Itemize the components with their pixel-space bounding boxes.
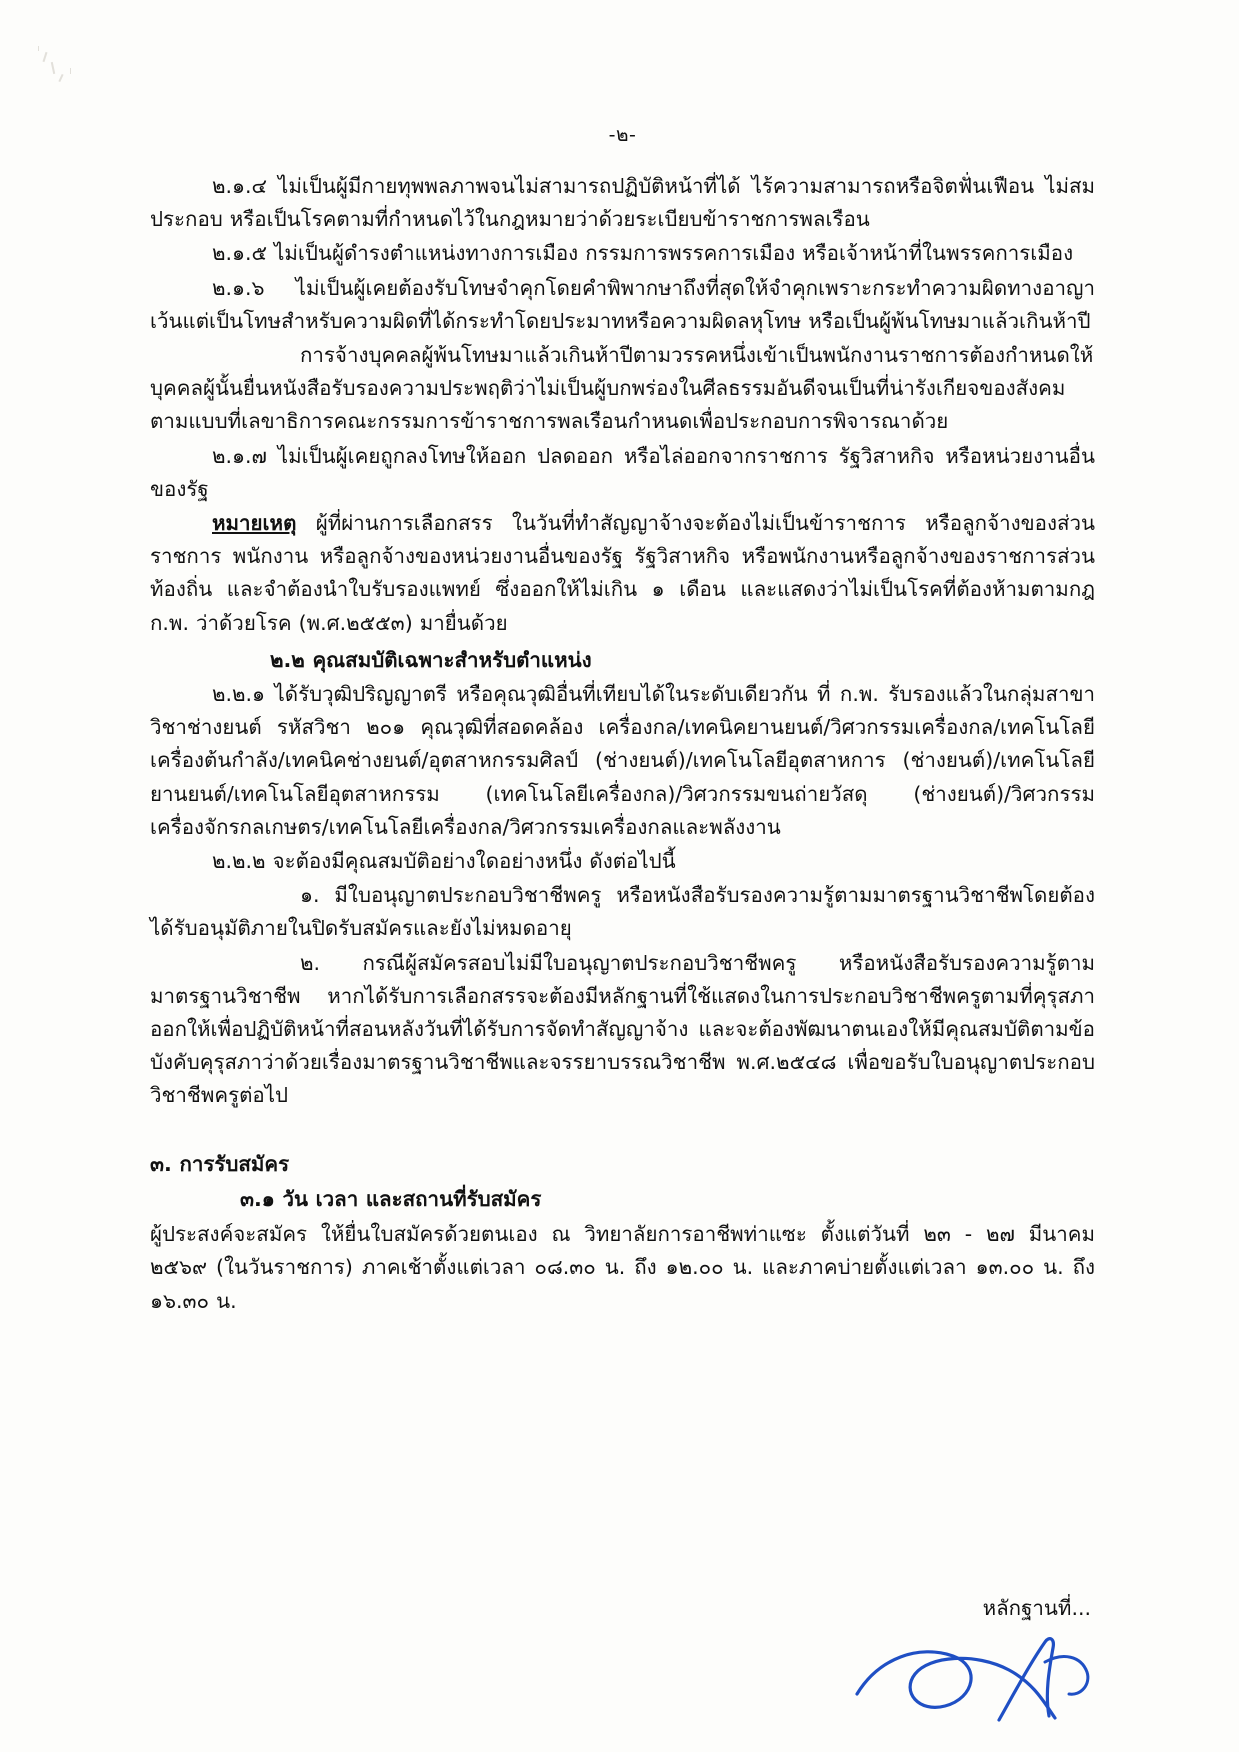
scan-speck <box>70 68 71 74</box>
paragraph-note <box>150 507 1095 640</box>
section-spacer <box>150 1114 1095 1148</box>
scan-speck <box>38 46 39 51</box>
heading-3-1: ๓.๑ วัน เวลา และสถานที่รับสมัคร <box>240 1186 542 1211</box>
paragraph-hiring-condition: การจ้างบุคคลผู้พ้นโทษมาแล้วเกินห้าปีตามวรรคหนึ่งเข้าเป็นพนักงานราชการต้องกำหนดให้บุคคลผู้นั้นยื่นหนังสือรับรองความประพฤติว่าไม่เป็นผู้บกพร่องในศีลธรรมอันดีจนเป็นที่น่ารังเกียจของสังคมตามแบบที่เลขาธิการคณะกรรมการข้าราชการพลเรือนกำหนดเพื่อประกอบการพิจารณาด้วย <box>150 343 1094 434</box>
paragraph-application-details: ผู้ประสงค์จะสมัคร ให้ยื่นใบสมัครด้วยตนเอง ณ วิทยาลัยการอาชีพท่าแซะ ตั้งแต่วันที่ ๒๓ - ๒๗ มีนาคม ๒๕๖๙ (ในวันราชการ) ภาคเช้าตั้งแต่เวลา ๐๘.๓๐ น. ถึง ๑๒.๐๐ น. และภาคบ่ายตั้งแต่เวลา ๑๓.๐๐ น. ถึง ๑๖.๓๐ น. <box>150 1222 1095 1313</box>
note-text: ผู้ที่ผ่านการเลือกสรร ในวันที่ทำสัญญาจ้างจะต้องไม่เป็นข้าราชการ หรือลูกจ้างของส่วนราชการ พนักงาน หรือลูกจ้างของหน่วยงานอื่นของรัฐ รัฐวิสาหกิจ หรือพนักงานหรือลูกจ้างของราชการส่วนท้องถิ่น และจำต้องนำใบรับรองแพทย์ ซึ่งออกให้ไม่เกิน ๑ เดือน และแสดงว่าไม่เป็นโรคที่ต้องห้ามตามกฎ ก.พ. ว่าด้วยโรค (พ.ศ.๒๕๕๓) มายื่นด้วย <box>150 511 1095 635</box>
paragraph-2-1-5: ๒.๑.๕ ไม่เป็นผู้ดำรงตำแหน่งทางการเมือง กรรมการพรรคการเมือง หรือเจ้าหน้าที่ในพรรคการเมือง <box>212 241 1074 266</box>
scan-speck <box>43 52 48 62</box>
scan-speck <box>58 74 63 82</box>
paragraph-2-1-7: ๒.๑.๗ ไม่เป็นผู้เคยถูกลงโทษให้ออก ปลดออก หรือไล่ออกจากราชการ รัฐวิสาหกิจ หรือหน่วยงานอื่นของรัฐ <box>150 443 1095 501</box>
heading-3: ๓. การรับสมัคร <box>150 1151 290 1176</box>
paragraph-2-2-1: ๒.๒.๑ ได้รับวุฒิปริญญาตรี หรือคุณวุฒิอื่นที่เทียบได้ในระดับเดียวกัน ที่ ก.พ. รับรองแล้วในกลุ่มสาขาวิชาช่างยนต์ รหัสวิชา ๒๐๑ คุณวุฒิที่สอดคล้อง เครื่องกล/เทคนิคยานยนต์/วิศวกรรมเครื่องกล/เทคโนโลยีเครื่องต้นกำลัง/เทคนิคช่างยนต์/อุตสาหกรรมศิลป์ (ช่างยนต์)/เทคโนโลยีอุตสาหการ (ช่างยนต์)/เทคโนโลยียานยนต์/เทคโนโลยีอุตสาหกรรม (เทคโนโลยีเครื่องกล)/วิศวกรรมขนถ่ายวัสดุ (ช่างยนต์)/วิศวกรรมเครื่องจักรกลเกษตร/เทคโนโลยีเครื่องกล/วิศวกรรมเครื่องกลและพลังงาน <box>150 682 1095 839</box>
signature-mark <box>849 1622 1109 1742</box>
page-number: -๒- <box>608 124 637 146</box>
paragraph-qualification-item-1: ๑. มีใบอนุญาตประกอบวิชาชีพครู หรือหนังสือรับรองความรู้ตามมาตรฐานวิชาชีพโดยต้องได้รับอนุมัติภายในปิดรับสมัครและยังไม่หมดอายุ <box>150 883 1095 941</box>
paragraph-2-1-4: ๒.๑.๔ ไม่เป็นผู้มีกายทุพพลภาพจนไม่สามารถปฏิบัติหน้าที่ได้ ไร้ความสามารถหรือจิตฟั่นเฟือน ไม่สมประกอบ หรือเป็นโรคตามที่กำหนดไว้ในกฎหมายว่าด้วยระเบียบข้าราชการพลเรือน <box>150 174 1095 232</box>
continuation-note: หลักฐานที่... <box>982 1596 1091 1620</box>
heading-2-2: ๒.๒ คุณสมบัติเฉพาะสำหรับตำแหน่ง <box>270 647 592 672</box>
scan-speck <box>51 62 55 74</box>
paragraph-2-1-6: ๒.๑.๖ ไม่เป็นผู้เคยต้องรับโทษจำคุกโดยคำพิพากษาถึงที่สุดให้จำคุกเพราะกระทำความผิดทางอาญา เว้นแต่เป็นโทษสำหรับความผิดที่ได้กระทำโดยประมาทหรือความผิดลหุโทษ หรือเป็นผู้พ้นโทษมาแล้วเกินห้าปี <box>150 275 1095 333</box>
paragraph-2-2-2: ๒.๒.๒ จะต้องมีคุณสมบัติอย่างใดอย่างหนึ่ง ดังต่อไปนี้ <box>212 849 676 874</box>
document-body <box>150 120 1095 1319</box>
paragraph-qualification-item-2: ๒. กรณีผู้สมัครสอบไม่มีใบอนุญาตประกอบวิชาชีพครู หรือหนังสือรับรองความรู้ตามมาตรฐานวิชาชีพ หากได้รับการเลือกสรรจะต้องมีหลักฐานที่ใช้แสดงในการประกอบวิชาชีพครูตามที่คุรุสภาออกให้เพื่อปฏิบัติหน้าที่สอนหลังวันที่ได้รับการจัดทำสัญญาจ้าง และจะต้องพัฒนาตนเองให้มีคุณสมบัติตามข้อบังคับคุรุสภาว่าด้วยเรื่องมาตรฐานวิชาชีพและจรรยาบรรณวิชาชีพ พ.ศ.๒๕๔๘ เพื่อขอรับใบอนุญาตประกอบวิชาชีพครูต่อไป <box>150 950 1095 1108</box>
note-label: หมายเหตุ <box>212 511 297 536</box>
